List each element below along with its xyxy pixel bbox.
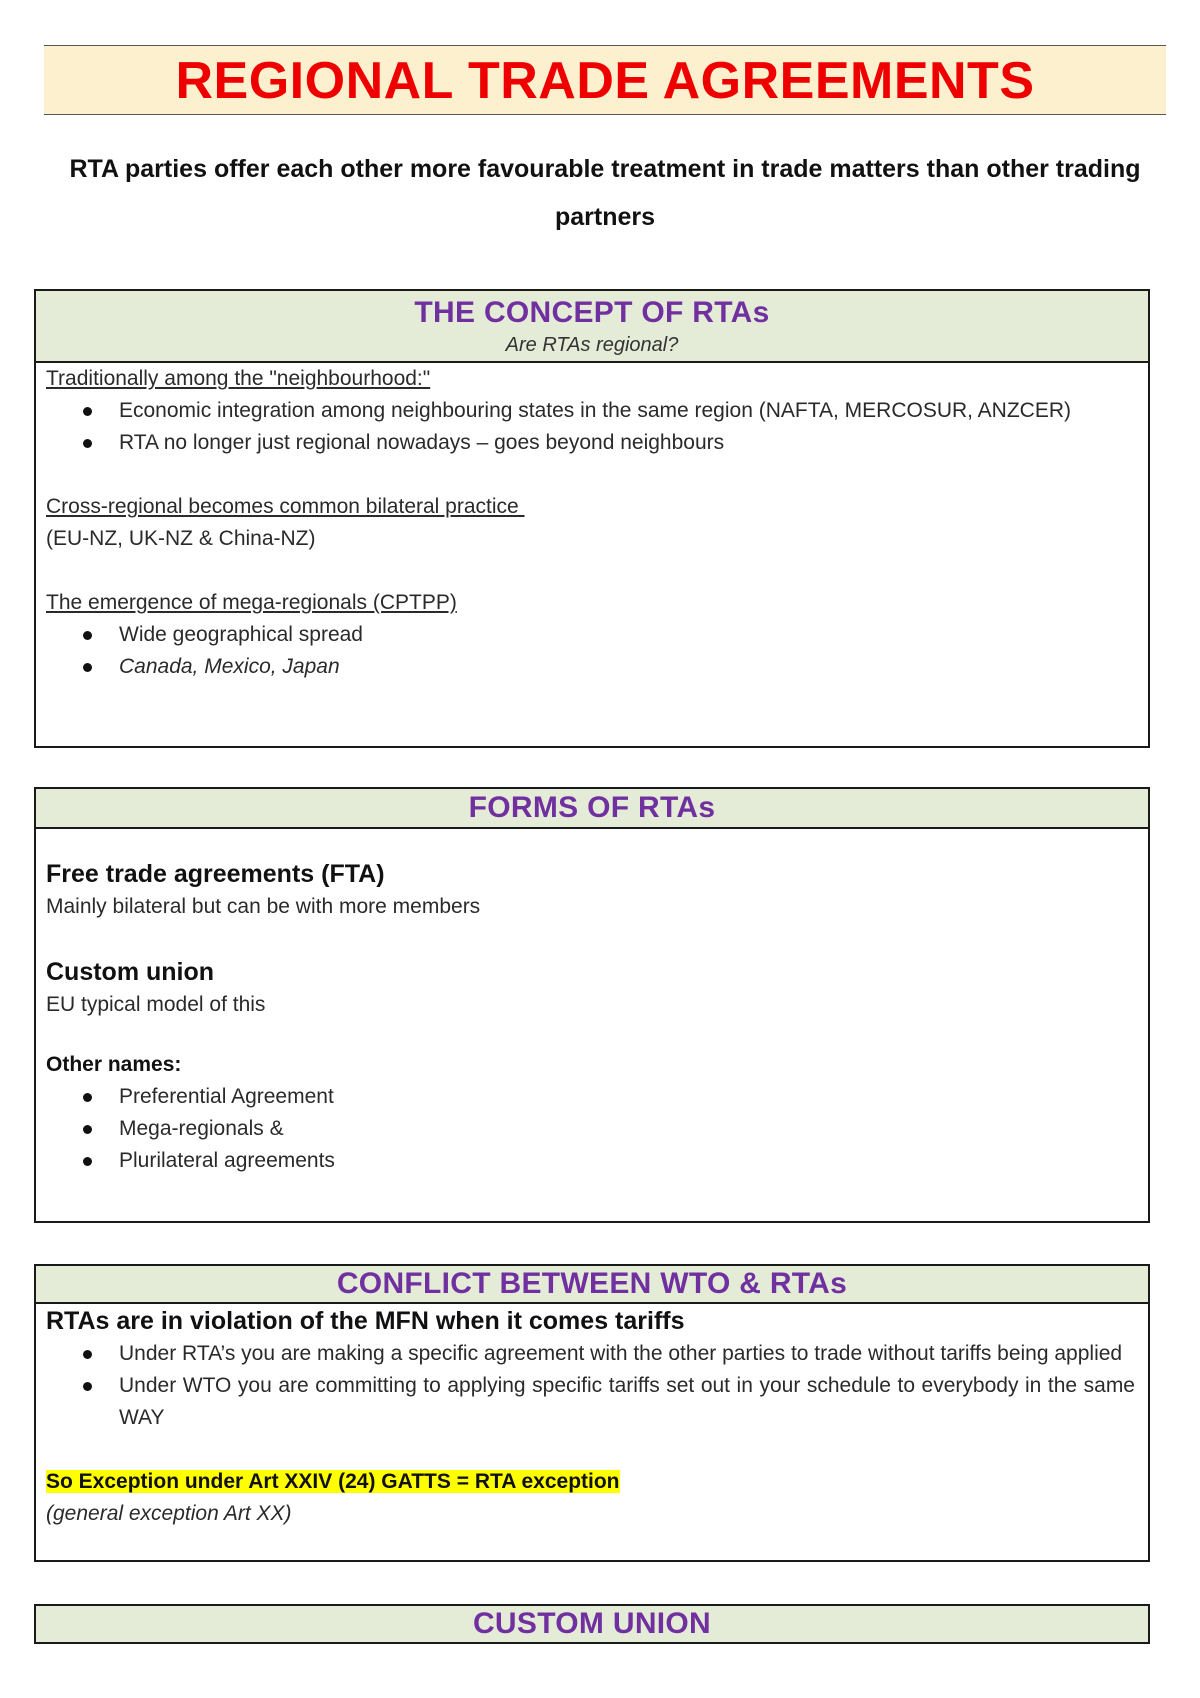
bullet-icon bbox=[83, 1125, 92, 1134]
bullet-icon bbox=[83, 631, 92, 640]
forms-box bbox=[34, 787, 1150, 1223]
intro-text: RTA parties offer each other more favourable treatment in trade matters than other trading partners bbox=[69, 155, 1141, 231]
list-item: Canada, Mexico, Japan bbox=[46, 651, 1135, 683]
list-item: Under WTO you are committing to applying specific tariffs set out in your schedule to everybody in the same WAY bbox=[46, 1370, 1135, 1434]
bullet-icon bbox=[83, 1382, 92, 1391]
custom-union-header bbox=[36, 1606, 1148, 1642]
list-item: Mega-regionals & bbox=[46, 1113, 1135, 1145]
concept-box bbox=[34, 289, 1150, 748]
conflict-box bbox=[34, 1264, 1150, 1562]
bullet-icon bbox=[83, 1350, 92, 1359]
concept-section3-title: The emergence of mega-regionals (CPTPP) bbox=[46, 591, 457, 614]
list-item: Economic integration among neighbouring states in the same region (NAFTA, MERCOSUR, ANZCER) bbox=[46, 395, 1135, 427]
fta-text: Mainly bilateral but can be with more members bbox=[46, 895, 481, 918]
conflict-header bbox=[36, 1266, 1148, 1304]
bullet-icon bbox=[83, 1093, 92, 1102]
forms-header bbox=[36, 789, 1148, 829]
forms-heading: FORMS OF RTAs bbox=[468, 791, 716, 824]
conflict-heading: CONFLICT BETWEEN WTO & RTAs bbox=[336, 1267, 848, 1300]
concept-body bbox=[36, 363, 1148, 683]
concept-header bbox=[36, 291, 1148, 363]
cu-text: EU typical model of this bbox=[46, 993, 266, 1016]
title-band bbox=[44, 45, 1166, 115]
concept-section2-title: Cross-regional becomes common bilateral practice bbox=[46, 495, 525, 518]
concept-section1-list bbox=[46, 395, 1135, 459]
list-item: Under RTA’s you are making a specific agreement with the other parties to trade without tariffs being applied bbox=[46, 1338, 1135, 1370]
forms-body bbox=[36, 829, 1148, 1177]
page-title: REGIONAL TRADE AGREEMENTS bbox=[175, 52, 1035, 110]
concept-section3-list bbox=[46, 619, 1135, 683]
list-item: Wide geographical spread bbox=[46, 619, 1135, 651]
custom-union-heading: CUSTOM UNION bbox=[472, 1607, 712, 1640]
bullet-icon bbox=[83, 407, 92, 416]
other-names-title: Other names: bbox=[46, 1053, 182, 1076]
other-names-list bbox=[46, 1081, 1135, 1177]
concept-section1-title: Traditionally among the "neighbourhood:" bbox=[46, 367, 431, 390]
cu-title: Custom union bbox=[46, 958, 215, 986]
general-exception-note: (general exception Art XX) bbox=[46, 1502, 292, 1525]
custom-union-box bbox=[34, 1604, 1150, 1644]
concept-section2-text: (EU-NZ, UK-NZ & China-NZ) bbox=[46, 527, 316, 550]
list-item: Plurilateral agreements bbox=[46, 1145, 1135, 1177]
conflict-lead: RTAs are in violation of the MFN when it comes tariffs bbox=[46, 1307, 685, 1335]
conflict-list bbox=[46, 1338, 1135, 1434]
bullet-icon bbox=[83, 1157, 92, 1166]
conflict-body bbox=[36, 1304, 1148, 1530]
list-item: Preferential Agreement bbox=[46, 1081, 1135, 1113]
list-item: RTA no longer just regional nowadays – goes beyond neighbours bbox=[46, 427, 1135, 459]
concept-subheading: Are RTAs regional? bbox=[505, 334, 679, 356]
bullet-icon bbox=[83, 663, 92, 672]
fta-title: Free trade agreements (FTA) bbox=[46, 860, 385, 888]
rta-exception-highlight: So Exception under Art XXIV (24) GATTS = RTA exception bbox=[46, 1470, 620, 1493]
bullet-icon bbox=[83, 439, 92, 448]
concept-heading: THE CONCEPT OF RTAs bbox=[414, 296, 770, 329]
